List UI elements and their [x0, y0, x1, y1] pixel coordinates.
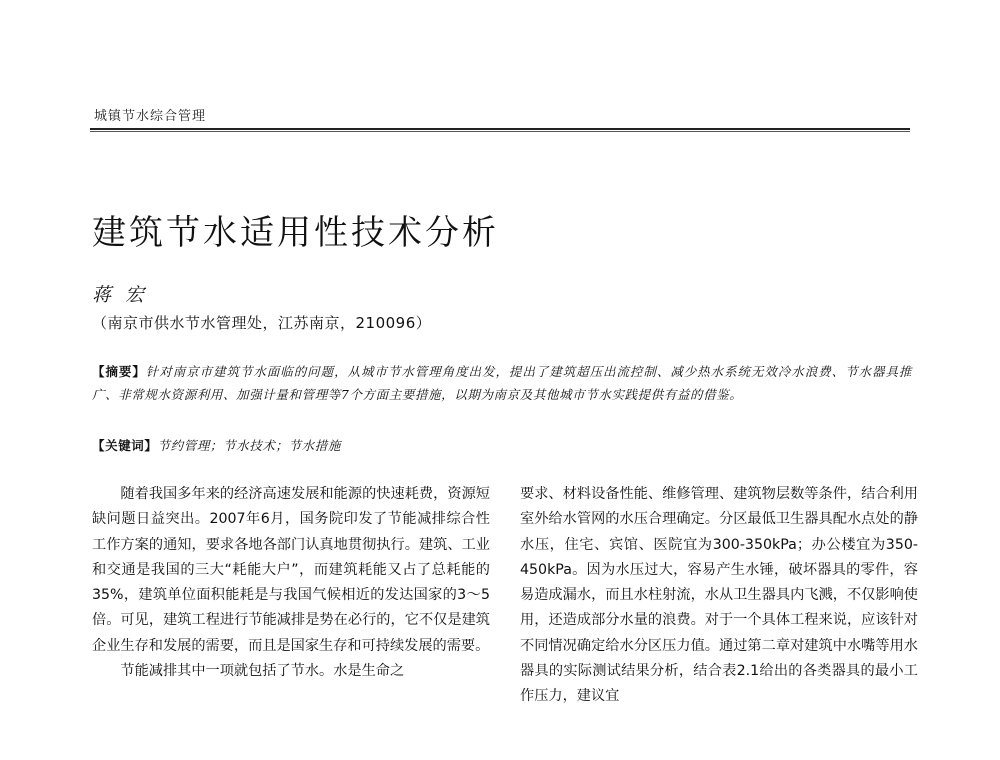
- abstract-text: 针对南京市建筑节水面临的问题，从城市节水管理角度出发，提出了建筑超压出流控制、减少热水系统无效冷水浪费、节水器具推广、非常规水资源利用、加强计量和管理等7个方面主要措施，以期为南京及其他城市节水实践提供有益的借鉴。: [92, 364, 912, 402]
- author-affiliation: （南京市供水节水管理处，江苏南京，210096）: [92, 314, 432, 332]
- running-head: 城镇节水综合管理: [94, 109, 207, 124]
- keywords: [92, 434, 912, 457]
- body-paragraph: 节能减排其中一项就包括了节水。水是生命之: [120, 663, 405, 680]
- article-title: 建筑节水适用性技术分析: [92, 213, 499, 253]
- keywords-text: 节约管理；节水技术；节水措施: [157, 438, 341, 453]
- body-column-left: [92, 482, 490, 684]
- body-paragraph: 要求、材料设备性能、维修管理、建筑物层数等条件，结合利用室外给水管网的水压合理确定。分区最低卫生器具配水点处的静水压，住宅、宾馆、医院宜为300-350kPa；办公楼宜为350-450kPa。因为水压过大，容易产生水锤，破坏器具的零件，容易造成漏水，而且水柱射流，水从卫生器具内飞溅，不仅影响使用，还造成部分水量的浪费。对于一个具体工程来说，应该针对不同情况确定给水分区压力值。通过第二章对建筑中水嘴等用水器具的实际测试结果分析，结合表2.1给出的各类器具的最小工作压力，建议宜: [520, 486, 918, 705]
- keywords-label: 【关键词】: [92, 438, 158, 453]
- abstract-label: 【摘要】: [92, 364, 146, 379]
- body-paragraph: 随着我国多年来的经济高速发展和能源的快速耗费，资源短缺问题日益突出。2007年6月，国务院印发了节能减排综合性工作方案的通知，要求各地各部门认真地贯彻执行。建筑、工业和交通是我国的三大“耗能大户”，而建筑耗能又占了总耗能的35%，建筑单位面积能耗是与我国气候相近的发达国家的3～5倍。可见，建筑工程进行节能减排是势在必行的，它不仅是建筑企业生存和发展的需要，而且是国家生存和可持续发展的需要。: [92, 486, 490, 654]
- header-rule: [90, 128, 910, 130]
- author-name: 蒋宏: [92, 284, 159, 306]
- body-column-right: [520, 482, 918, 710]
- header-rule-thin: [90, 131, 910, 132]
- abstract: [92, 360, 912, 406]
